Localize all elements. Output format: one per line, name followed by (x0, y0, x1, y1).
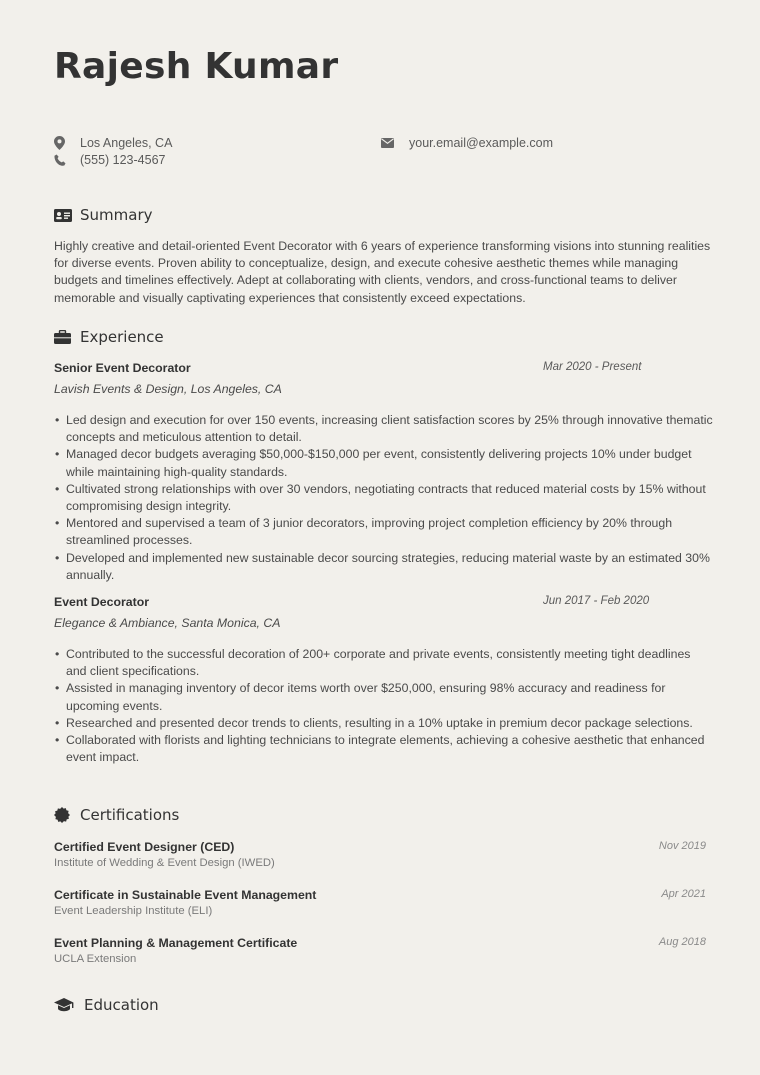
cert-org: Event Leadership Institute (ELI) (54, 905, 213, 917)
job-bullets (54, 412, 714, 584)
contact-phone (54, 153, 165, 167)
education-heading-text: Education (84, 996, 159, 1014)
map-pin-icon (54, 136, 80, 150)
cert-date: Nov 2019 (658, 840, 706, 852)
experience-heading (54, 328, 164, 346)
phone-text: (555) 123-4567 (80, 153, 166, 167)
cert-date: Apr 2021 (661, 888, 706, 900)
job-bullet: • Cultivated strong relationships with over 30 vendors, negotiating contracts that reduced material costs by 15% without compromising design integrity. (54, 481, 714, 515)
candidate-name: Rajesh Kumar (54, 46, 339, 87)
job-bullet: • Contributed to the successful decoration of 200+ corporate and private events, consistently meeting tight deadlines and client specifications. (54, 646, 714, 680)
job-company: Elegance & Ambiance, Santa Monica, CA (54, 616, 281, 630)
job-title: Senior Event Decorator (54, 361, 191, 375)
summary-heading-text: Summary (80, 206, 153, 224)
experience-heading-text: Experience (80, 328, 164, 346)
cert-name: Certificate in Sustainable Event Management (54, 888, 317, 902)
certifications-heading (54, 806, 179, 824)
job-bullet: • Led design and execution for over 150 events, increasing client satisfaction scores by 25% through innovative thematic concepts and meticulous attention to detail. (54, 412, 714, 446)
location-text: Los Angeles, CA (80, 136, 173, 150)
job-dates: Mar 2020 - Present (543, 361, 642, 373)
cert-name: Event Planning & Management Certificate (54, 936, 298, 950)
job-bullets (54, 646, 714, 766)
cert-org: Institute of Wedding & Event Design (IWED) (54, 857, 275, 869)
job-bullet: • Collaborated with florists and lighting technicians to integrate elements, achieving a cohesive aesthetic that enhanced event impact. (54, 732, 714, 766)
cert-date: Aug 2018 (658, 936, 706, 948)
cert-org: UCLA Extension (54, 953, 137, 965)
envelope-icon (381, 138, 409, 148)
contact-location (54, 136, 172, 150)
education-heading (54, 996, 159, 1014)
cert-name: Certified Event Designer (CED) (54, 840, 235, 854)
id-card-icon (54, 209, 80, 222)
badge-icon (54, 807, 80, 823)
email-text[interactable]: your.email@example.com (409, 136, 553, 150)
graduation-cap-icon (54, 998, 84, 1012)
job-bullet: • Researched and presented decor trends to clients, resulting in a 10% uptake in premium decor package selections. (54, 715, 714, 732)
summary-text: Highly creative and detail-oriented Event Decorator with 6 years of experience transforming visions into stunning realities for diverse events. Proven ability to conceptualize, design, and execute cohesive aesthetic themes while managing budgets and timelines effectively. Adept at collaborating with clients, vendors, and cross-functional teams to deliver memorable and visually captivating experiences that consistently exceed expectations. (54, 239, 711, 305)
job-bullet: • Developed and implemented new sustainable decor sourcing strategies, reducing material waste by an estimated 30% annually. (54, 550, 714, 584)
contact-email[interactable] (381, 136, 553, 150)
summary-heading (54, 206, 153, 224)
job-title: Event Decorator (54, 595, 149, 609)
job-company: Lavish Events & Design, Los Angeles, CA (54, 382, 282, 396)
briefcase-icon (54, 330, 80, 344)
certifications-heading-text: Certifications (80, 806, 180, 824)
job-bullet: • Managed decor budgets averaging $50,000-$150,000 per event, consistently delivering projects 10% under budget while maintaining high-quality standards. (54, 446, 714, 480)
job-dates: Jun 2017 - Feb 2020 (543, 595, 650, 607)
phone-icon (54, 154, 80, 167)
job-bullet: • Mentored and supervised a team of 3 junior decorators, improving project completion efficiency by 20% through streamlined processes. (54, 515, 714, 549)
job-bullet: • Assisted in managing inventory of decor items worth over $250,000, ensuring 98% accuracy and readiness for upcoming events. (54, 680, 714, 714)
